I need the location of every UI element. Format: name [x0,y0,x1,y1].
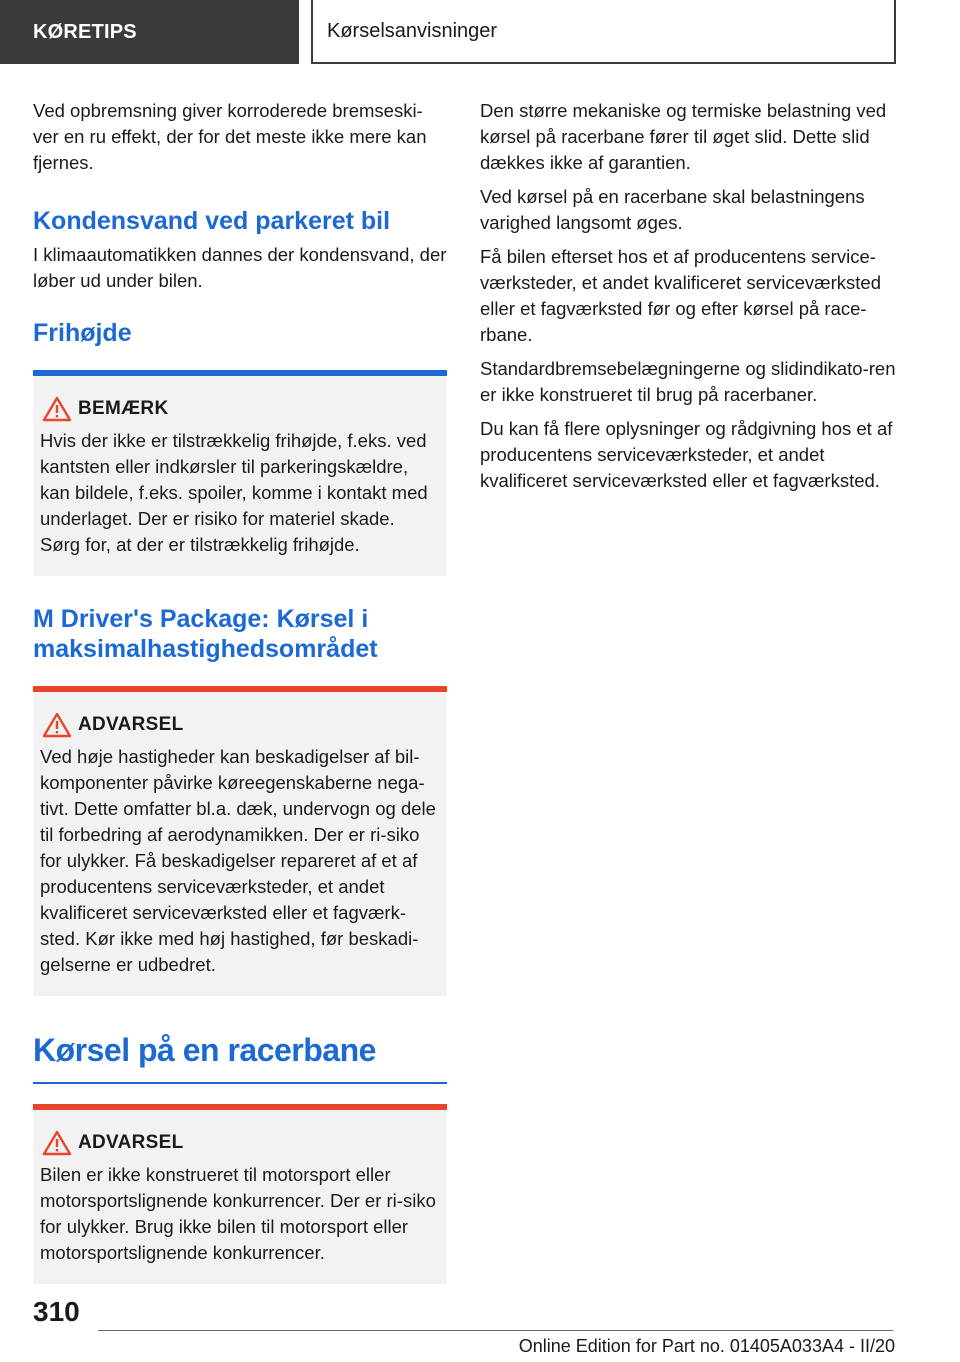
note-box-header [40,396,439,422]
paragraph: Den større mekaniske og termiske belastning ved kørsel på racerbane fører til øget slid. Dette slid dækkes ikke af garantien. [480,100,887,173]
page-number: 310 [33,1296,80,1327]
frihojde-heading: Frihøjde [33,319,132,347]
warning-triangle-icon [42,396,72,422]
warning-box-header [40,712,439,738]
paragraph: Ved kørsel på en racerbane skal belastningens varighed langsomt øges. [480,186,865,233]
warning-triangle-icon [42,712,72,738]
footer-divider [98,1330,893,1331]
warning-box-title: ADVARSEL [78,714,184,735]
warning-triangle-icon [42,1130,72,1156]
mdriver-heading: M Driver's Package: Kørsel i maksimalhastighedsområdet [33,605,378,663]
warning-box-text: Ved høje hastigheder kan beskadigelser af bil-komponenter påvirke køreegenskaberne nega-tivt. Dette omfatter bl.a. dæk, undervogn og dele til forbedring af aerodynamikken. Der er ri-siko for ulykker. Få beskadigelser repareret af et af producentens serviceværksteder, et andet kvalificeret serviceværksted eller et fagværk-sted. Kør ikke med høj hastighed, før beskadi-gelserne er udbedret. [40,746,436,975]
note-box-title: BEMÆRK [78,398,169,419]
left-column [33,98,447,1284]
warning-box-racetrack [33,1104,447,1284]
warning-box-speed [33,686,447,996]
heading-divider [33,1082,447,1084]
note-box [33,370,447,576]
kondens-paragraph: I klimaautomatikken dannes der kondensvand, der løber ud under bilen. [33,244,447,291]
warning-box-text: Bilen er ikke konstrueret til motorsport eller motorsportslignende konkurrencer. Der er ri-siko for ulykker. Brug ikke bilen til motorsport eller motorsportslignende konkurrencer. [40,1164,436,1263]
warning-box-title: ADVARSEL [78,1132,184,1153]
kondens-heading: Kondensvand ved parkeret bil [33,207,391,235]
edition-note: Online Edition for Part no. 01405A033A4 - II/20 [518,1336,895,1356]
intro-paragraph: Ved opbremsning giver korroderede bremseski-ver en ru effekt, der for det meste ikke mere kan fjernes. [33,100,427,173]
paragraph: Standardbremsebelægningerne og slidindikato-ren er ikke konstrueret til brug på racerbaner. [480,358,896,405]
page-header [0,0,960,66]
right-column [480,98,900,502]
warning-box-header [40,1130,439,1156]
paragraph: Du kan få flere oplysninger og rådgivning hos et af producentens serviceværksteder, et andet kvalificeret serviceværksted eller et fagværksted. [480,418,893,491]
racerbane-heading: Kørsel på en racerbane [33,1032,376,1068]
section-title: KØRETIPS [0,0,299,64]
note-box-text: Hvis der ikke er tilstrækkelig frihøjde, f.eks. ved kantsten eller indkørsler til parkeringskældre, kan bildele, f.eks. spoiler, komme i kontakt med underlaget. Der er risiko for materiel skade. Sørg for, at der er tilstrækkelig frihøjde. [40,430,428,555]
chapter-title: Kørselsanvisninger [311,0,896,64]
paragraph: Få bilen efterset hos et af producentens service-værksteder, et andet kvalificeret serviceværksted eller et fagværksted før og efter kørsel på race-rbane. [480,246,881,345]
